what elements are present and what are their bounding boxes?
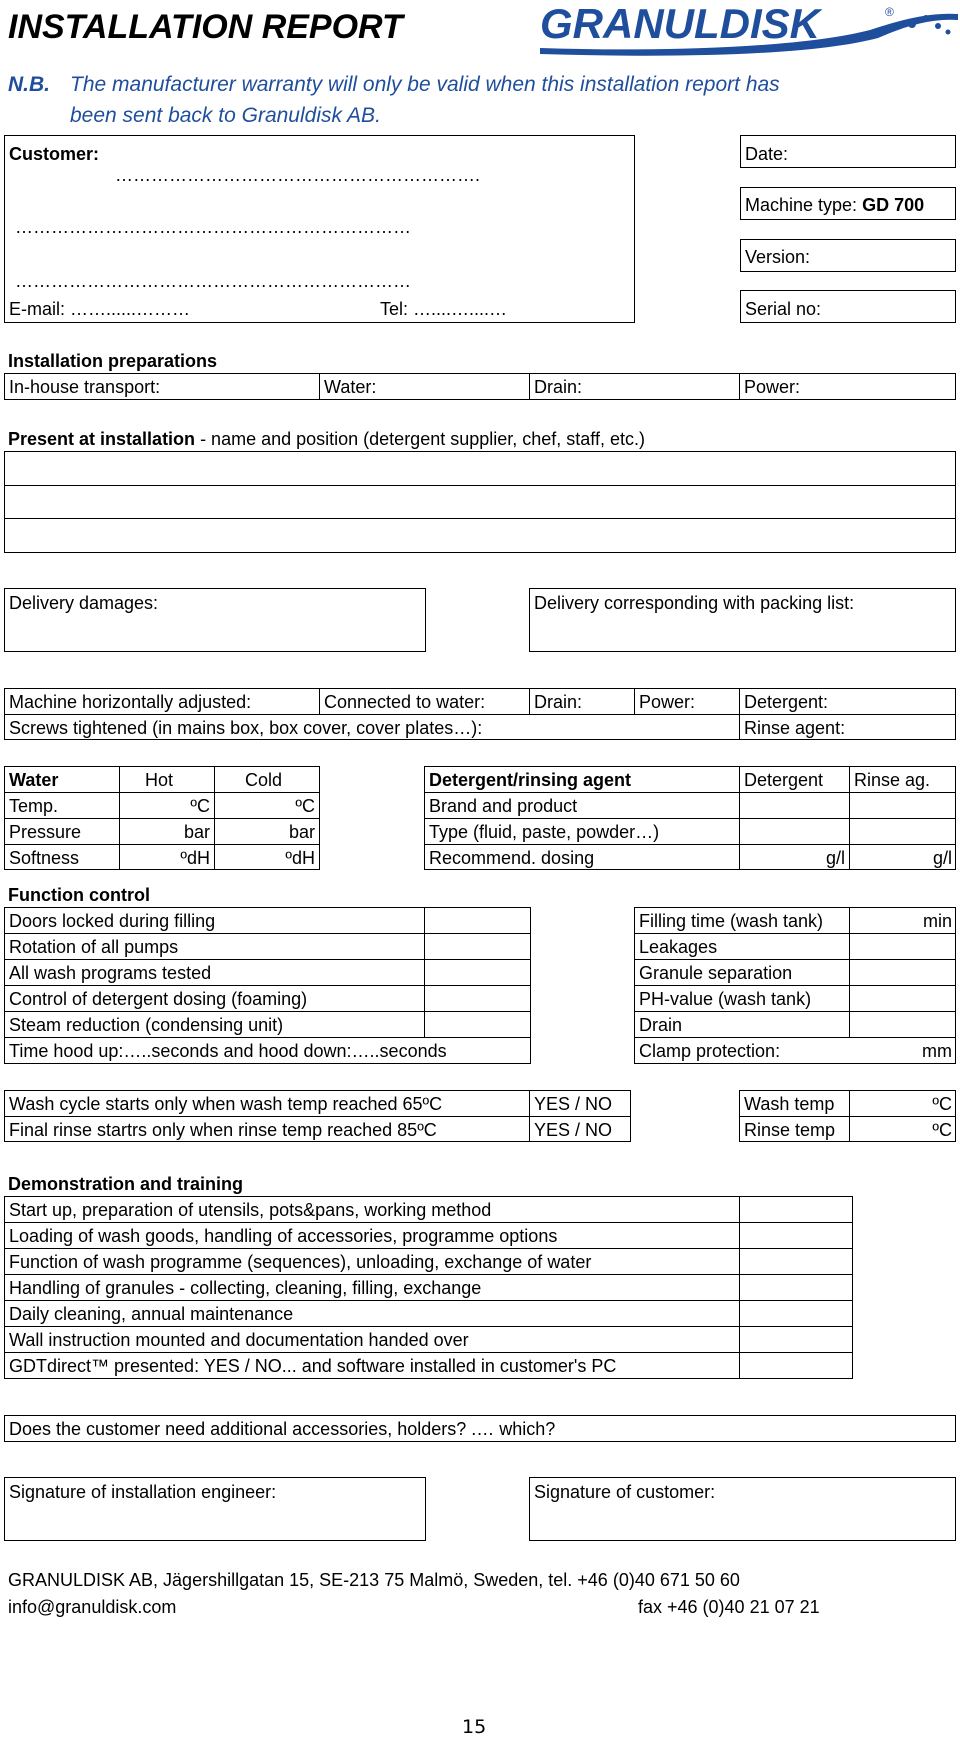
- connected-detergent[interactable]: Detergent:: [744, 692, 829, 712]
- agent-head-detergent: Detergent: [744, 770, 824, 790]
- present-subheading: - name and position (detergent supplier, chef, staff, etc.): [195, 429, 645, 449]
- water-pressure-cold[interactable]: bar: [288, 822, 315, 842]
- fc-hood-time[interactable]: Time hood up:…..seconds and hood down:…..seconds: [9, 1041, 447, 1061]
- present-heading: [8, 430, 645, 448]
- agent-brand-label: Brand and product: [429, 796, 578, 816]
- training-gdtdirect[interactable]: GDTdirect™ presented: YES / NO... and software installed in customer's PC: [9, 1356, 617, 1376]
- prep-drain[interactable]: Drain:: [534, 377, 583, 397]
- connected-power[interactable]: Power:: [639, 692, 696, 712]
- footer-address: GRANULDISK AB, Jägershillgatan 15, SE-213 75 Malmö, Sweden, tel. +46 (0)40 671 50 60: [8, 1570, 740, 1590]
- water-temp-cold[interactable]: ºC: [295, 796, 315, 816]
- customer-email: E-mail: ……......………: [9, 299, 191, 319]
- customer-dots-1: …………………………………………………….: [115, 165, 481, 185]
- water-softness-label: Softness: [9, 848, 80, 868]
- fc-ph-value[interactable]: PH-value (wash tank): [639, 989, 812, 1009]
- delivery-packing-label: Delivery corresponding with packing list:: [534, 593, 855, 613]
- water-softness-cold[interactable]: ºdH: [285, 848, 315, 868]
- training-loading[interactable]: Loading of wash goods, handling of accessories, programme options: [9, 1226, 558, 1246]
- fc-clamp-protection[interactable]: Clamp protection:: [639, 1041, 781, 1061]
- page-number: 15: [462, 1716, 487, 1738]
- wash-temp-label: Wash temp: [744, 1094, 835, 1114]
- rinse-agent[interactable]: Rinse agent:: [744, 718, 846, 738]
- svg-text:®: ®: [885, 5, 894, 19]
- engineer-signature-label: Signature of installation engineer:: [9, 1482, 277, 1502]
- rinse-temp-unit[interactable]: ºC: [932, 1120, 952, 1140]
- granuldisk-logo: [540, 2, 960, 58]
- training-granules[interactable]: Handling of granules - collecting, cleaning, filling, exchange: [9, 1278, 482, 1298]
- fc-clamp-unit: mm: [922, 1041, 952, 1061]
- agent-head-rinse: Rinse ag.: [854, 770, 931, 790]
- nb-prefix: N.B.: [8, 73, 50, 96]
- wash-cycle-condition: Wash cycle starts only when wash temp reached 65ºC: [9, 1094, 443, 1114]
- agent-dosing-detergent[interactable]: g/l: [825, 848, 845, 868]
- present-heading-bold: Present at installation: [8, 429, 196, 449]
- wash-temp-unit[interactable]: ºC: [932, 1094, 952, 1114]
- fc-detergent-dosing[interactable]: Control of detergent dosing (foaming): [9, 989, 308, 1009]
- fc-filling-time-unit: min: [922, 911, 952, 931]
- training-wash-programme[interactable]: Function of wash programme (sequences), unloading, exchange of water: [9, 1252, 592, 1272]
- water-head-hot: Hot: [145, 770, 174, 790]
- customer-label: Customer:: [9, 144, 100, 164]
- svg-text:GRANULDISK: GRANULDISK: [540, 2, 820, 47]
- version-label: Version:: [745, 247, 811, 267]
- prep-water[interactable]: Water:: [324, 377, 377, 397]
- footer-email: info@granuldisk.com: [8, 1597, 177, 1617]
- rinse-temp-label: Rinse temp: [744, 1120, 836, 1140]
- final-rinse-condition: Final rinse startrs only when rinse temp reached 85ºC: [9, 1120, 437, 1140]
- agent-dosing-label: Recommend. dosing: [429, 848, 595, 868]
- accessories-question: Does the customer need additional accessories, holders? .… which?: [9, 1419, 556, 1439]
- connected-to-water[interactable]: Connected to water:: [324, 692, 486, 712]
- prep-in-house-transport[interactable]: In-house transport:: [9, 377, 161, 397]
- fc-granule-separation[interactable]: Granule separation: [639, 963, 793, 983]
- function-heading: Function control: [8, 885, 150, 905]
- fc-steam-reduction[interactable]: Steam reduction (condensing unit): [9, 1015, 284, 1035]
- screws-tightened[interactable]: Screws tightened (in mains box, box cover, cover plates…):: [9, 718, 483, 738]
- horizontally-adjusted[interactable]: Machine horizontally adjusted:: [9, 692, 252, 712]
- agent-type-label: Type (fluid, paste, powder…): [429, 822, 660, 842]
- customer-tel: Tel: …....…....…: [380, 299, 508, 319]
- connected-drain[interactable]: Drain:: [534, 692, 583, 712]
- water-pressure-label: Pressure: [9, 822, 82, 842]
- water-temp-hot[interactable]: ºC: [190, 796, 210, 816]
- footer-fax: fax +46 (0)40 21 07 21: [638, 1597, 820, 1617]
- fc-wash-programs[interactable]: All wash programs tested: [9, 963, 212, 983]
- machine-type-label: Machine type:: [745, 195, 863, 215]
- fc-leakages[interactable]: Leakages: [639, 937, 718, 957]
- prep-heading: Installation preparations: [8, 351, 218, 371]
- customer-signature-label: Signature of customer:: [534, 1482, 716, 1502]
- machine-type-value: GD 700: [862, 195, 925, 215]
- training-heading: Demonstration and training: [8, 1174, 244, 1194]
- fc-drain[interactable]: Drain: [639, 1015, 683, 1035]
- training-wall-instruction[interactable]: Wall instruction mounted and documentation handed over: [9, 1330, 469, 1350]
- water-temp-label: Temp.: [9, 796, 59, 816]
- nb-line-2: been sent back to Granuldisk AB.: [70, 104, 381, 127]
- fc-rotation-pumps[interactable]: Rotation of all pumps: [9, 937, 179, 957]
- prep-power[interactable]: Power:: [744, 377, 801, 397]
- fc-filling-time[interactable]: Filling time (wash tank): [639, 911, 824, 931]
- delivery-damages-label: Delivery damages:: [9, 593, 159, 613]
- nb-line-1: The manufacturer warranty will only be valid when this installation report has: [70, 73, 780, 96]
- water-pressure-hot[interactable]: bar: [183, 822, 210, 842]
- agent-dosing-rinse[interactable]: g/l: [932, 848, 952, 868]
- fc-doors-locked[interactable]: Doors locked during filling: [9, 911, 216, 931]
- final-rinse-yes-no[interactable]: YES / NO: [534, 1120, 613, 1140]
- wash-cycle-yes-no[interactable]: YES / NO: [534, 1094, 613, 1114]
- water-head-label: Water: [9, 770, 59, 790]
- customer-dots-2: …………………………………………………………: [15, 217, 411, 237]
- water-head-cold: Cold: [245, 770, 283, 790]
- page-title: INSTALLATION REPORT: [8, 8, 403, 46]
- serial-label: Serial no:: [745, 299, 822, 319]
- present-names-box[interactable]: [4, 451, 956, 553]
- water-softness-hot[interactable]: ºdH: [180, 848, 210, 868]
- agent-head-label: Detergent/rinsing agent: [429, 770, 632, 790]
- training-daily-cleaning[interactable]: Daily cleaning, annual maintenance: [9, 1304, 294, 1324]
- customer-dots-3: …………………………………………………………: [15, 271, 411, 291]
- training-start-up[interactable]: Start up, preparation of utensils, pots&pans, working method: [9, 1200, 492, 1220]
- machine-type: [745, 196, 924, 214]
- date-label: Date:: [745, 144, 789, 164]
